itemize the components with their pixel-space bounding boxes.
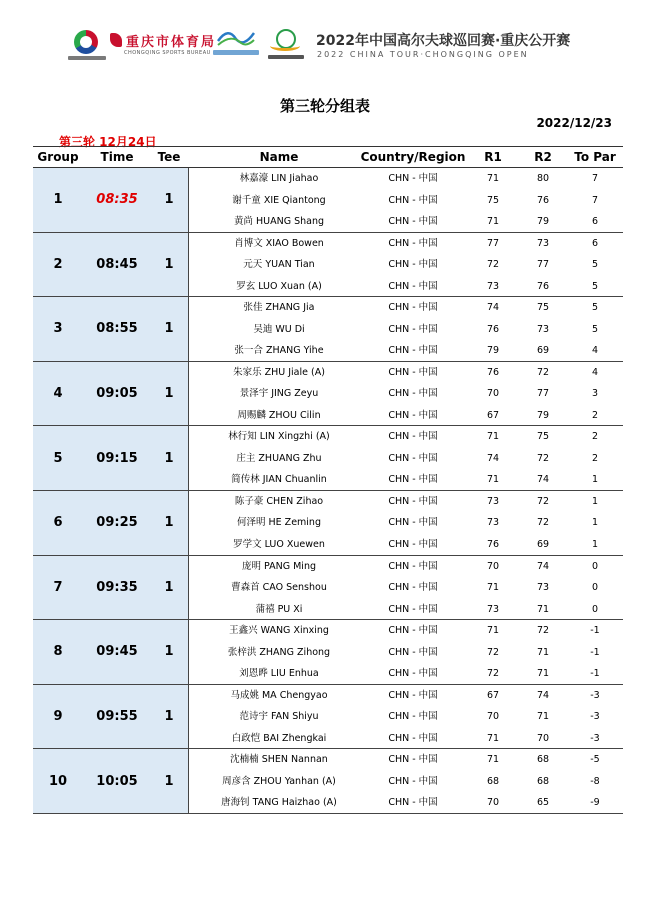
player-to-par: 1 [591, 538, 599, 550]
player-row [189, 620, 623, 642]
player-country: CHN - 中国 [388, 366, 438, 378]
player-r2: 72 [536, 495, 550, 507]
player-r1: 70 [486, 388, 500, 400]
tee-number: 1 [164, 579, 174, 595]
player-name: 谢千童 XIE Qiantong [232, 194, 326, 206]
player-country: CHN - 中国 [388, 452, 438, 464]
player-name: 简传林 JIAN Chuanlin [231, 474, 327, 486]
table-body [33, 168, 623, 814]
player-r2: 76 [536, 280, 550, 292]
china-tour-logo [268, 25, 304, 65]
player-to-par: 4 [591, 345, 599, 357]
player-country: CHN - 中国 [388, 754, 438, 766]
player-row [189, 556, 623, 578]
document-title: 第三轮分组表 [279, 97, 370, 115]
player-country: CHN - 中国 [388, 474, 438, 486]
player-to-par: 6 [591, 216, 599, 227]
event-title: 2022年中国高尔夫球巡回赛·重庆公开赛 [316, 33, 571, 49]
player-r1: 70 [486, 711, 500, 723]
player-row [189, 534, 623, 556]
player-name: 周赐麟 ZHOU Cilin [237, 409, 321, 421]
tee-number: 1 [164, 515, 174, 531]
group-number: 1 [53, 192, 63, 208]
tee-number: 1 [164, 321, 174, 337]
player-name: 刘恩晔 LIU Enhua [239, 668, 319, 680]
player-name: 周彦含 ZHOU Yanhan (A) [222, 775, 336, 787]
player-row [189, 448, 623, 470]
player-r1: 71 [486, 173, 500, 184]
table-header [33, 146, 623, 168]
group-row [33, 749, 623, 814]
player-to-par: 2 [591, 452, 599, 464]
player-country: CHN - 中国 [388, 689, 438, 701]
player-name: 罗玄 LUO Xuan (A) [236, 280, 322, 292]
player-to-par: 5 [591, 323, 599, 335]
tee-time: 08:35 [96, 192, 138, 208]
player-r2: 76 [536, 194, 550, 206]
player-row [189, 276, 623, 298]
player-name: 范诗宇 FAN Shiyu [239, 711, 319, 723]
player-to-par: 1 [591, 517, 599, 529]
player-to-par: 7 [591, 194, 599, 206]
player-r2: 74 [536, 474, 550, 486]
player-name: 林嘉濠 LIN Jiahao [239, 173, 319, 184]
player-r1: 72 [486, 646, 500, 658]
player-name: 罗学文 LUO Xuewen [233, 538, 325, 550]
player-name: 沈楠楠 SHEN Nannan [230, 754, 328, 766]
player-row [189, 728, 623, 750]
player-r2: 68 [536, 754, 550, 766]
player-country: CHN - 中国 [388, 538, 438, 550]
player-row [189, 706, 623, 728]
player-name: 马成姚 MA Chengyao [230, 689, 328, 701]
player-r1: 75 [486, 194, 500, 206]
player-row [189, 233, 623, 255]
player-r2: 68 [536, 775, 550, 787]
player-to-par: -1 [590, 668, 600, 680]
tee-time: 08:55 [96, 321, 138, 337]
player-r2: 73 [536, 323, 550, 335]
document-date: 2022/12/23 [536, 116, 612, 130]
player-to-par: 6 [591, 237, 599, 249]
player-to-par: 3 [591, 388, 599, 400]
col-name: Name [259, 150, 299, 164]
player-r2: 77 [536, 388, 550, 400]
player-r1: 70 [486, 797, 500, 809]
player-row [189, 383, 623, 405]
player-r1: 71 [486, 754, 500, 766]
player-to-par: 0 [591, 582, 599, 594]
player-row [189, 211, 623, 233]
tee-time: 09:55 [96, 709, 138, 725]
player-r2: 79 [536, 216, 550, 227]
group-row [33, 426, 623, 491]
player-to-par: 2 [591, 431, 599, 443]
player-row [189, 405, 623, 427]
player-to-par: 0 [591, 603, 599, 615]
player-to-par: -3 [590, 689, 600, 701]
group-number: 9 [53, 709, 63, 725]
player-r1: 73 [486, 495, 500, 507]
sports-bureau-name-en: CHONGQING SPORTS BUREAU [124, 50, 211, 56]
player-country: CHN - 中国 [388, 216, 438, 227]
player-r1: 76 [486, 538, 500, 550]
group-row [33, 233, 623, 298]
player-name: 陈子豪 CHEN Zihao [234, 495, 324, 507]
player-r2: 73 [536, 237, 550, 249]
group-row [33, 556, 623, 621]
player-row [189, 362, 623, 384]
player-country: CHN - 中国 [388, 732, 438, 744]
player-country: CHN - 中国 [388, 646, 438, 658]
player-row [189, 663, 623, 685]
player-row [189, 685, 623, 707]
player-name: 林行知 LIN Xingzhi (A) [228, 431, 330, 443]
player-r1: 76 [486, 366, 500, 378]
player-country: CHN - 中国 [388, 323, 438, 335]
player-to-par: 5 [591, 280, 599, 292]
player-name: 朱家乐 ZHU Jiale (A) [233, 366, 325, 378]
tee-time: 09:35 [96, 579, 138, 595]
group-number: 4 [53, 386, 63, 402]
player-name: 蒲禧 PU Xi [255, 603, 303, 615]
tee-number: 1 [164, 386, 174, 402]
tee-time: 09:05 [96, 386, 138, 402]
tee-time: 09:45 [96, 644, 138, 660]
player-country: CHN - 中国 [388, 775, 438, 787]
group-number: 3 [53, 321, 63, 337]
group-number: 8 [53, 644, 63, 660]
china-golf-association-logo [68, 30, 106, 62]
player-country: CHN - 中国 [388, 495, 438, 507]
player-r2: 72 [536, 452, 550, 464]
player-r1: 73 [486, 280, 500, 292]
player-country: CHN - 中国 [388, 173, 438, 184]
player-r2: 77 [536, 259, 550, 271]
player-row [189, 599, 623, 621]
player-name: 王鑫兴 WANG Xinxing [229, 625, 329, 637]
col-to-par: To Par [574, 150, 616, 164]
player-name: 黄尚 HUANG Shang [233, 216, 325, 227]
player-r2: 72 [536, 366, 550, 378]
player-row [189, 426, 623, 448]
player-r2: 71 [536, 668, 550, 680]
tee-time: 08:45 [96, 256, 138, 272]
round-label: 第三轮 12月24日 [59, 135, 157, 149]
player-to-par: 1 [591, 495, 599, 507]
player-row [189, 168, 623, 190]
player-name: 白政恺 BAI Zhengkai [231, 732, 327, 744]
player-r1: 74 [486, 302, 500, 314]
group-row [33, 168, 623, 233]
player-row [189, 792, 623, 814]
player-row [189, 254, 623, 276]
player-r1: 71 [486, 474, 500, 486]
player-r2: 79 [536, 409, 550, 421]
tee-time: 10:05 [96, 773, 138, 789]
tee-time: 09:25 [96, 515, 138, 531]
player-country: CHN - 中国 [388, 603, 438, 615]
player-to-par: -5 [590, 754, 600, 766]
player-r2: 73 [536, 582, 550, 594]
tee-number: 1 [164, 450, 174, 466]
pairings-table [33, 146, 623, 814]
player-to-par: 7 [591, 173, 599, 184]
player-to-par: 4 [591, 366, 599, 378]
player-r1: 77 [486, 237, 500, 249]
player-r1: 79 [486, 345, 500, 357]
player-row [189, 491, 623, 513]
col-country: Country/Region [360, 150, 466, 164]
player-row [189, 512, 623, 534]
col-time: Time [100, 150, 134, 164]
group-row [33, 685, 623, 750]
western-science-city-logo [213, 29, 259, 61]
player-r2: 71 [536, 603, 550, 615]
player-name: 庄主 ZHUANG Zhu [236, 452, 322, 464]
player-to-par: 5 [591, 259, 599, 271]
col-tee: Tee [157, 150, 181, 164]
player-row [189, 297, 623, 319]
player-r2: 72 [536, 517, 550, 529]
player-country: CHN - 中国 [388, 388, 438, 400]
player-country: CHN - 中国 [388, 797, 438, 809]
player-country: CHN - 中国 [388, 711, 438, 723]
player-r1: 74 [486, 452, 500, 464]
player-row [189, 340, 623, 362]
chongqing-sports-bureau-logo [110, 31, 217, 63]
player-r1: 70 [486, 560, 500, 572]
event-subtitle: 2022 CHINA TOUR·CHONGQING OPEN [317, 50, 529, 59]
group-row [33, 297, 623, 362]
player-row [189, 749, 623, 771]
player-to-par: -1 [590, 625, 600, 637]
player-to-par: 0 [591, 560, 599, 572]
player-country: CHN - 中国 [388, 345, 438, 357]
player-country: CHN - 中国 [388, 560, 438, 572]
player-country: CHN - 中国 [388, 517, 438, 529]
player-r2: 74 [536, 689, 550, 701]
group-number: 5 [53, 450, 63, 466]
player-to-par: -9 [590, 797, 600, 809]
player-row [189, 319, 623, 341]
player-r1: 76 [486, 323, 500, 335]
group-number: 10 [48, 773, 68, 789]
player-r1: 71 [486, 732, 500, 744]
player-row [189, 469, 623, 491]
player-r1: 68 [486, 775, 500, 787]
player-name: 张梓洪 ZHANG Zihong [227, 646, 331, 658]
col-r1: R1 [484, 150, 502, 164]
player-r1: 72 [486, 259, 500, 271]
player-r2: 80 [536, 173, 550, 184]
player-to-par: -3 [590, 711, 600, 723]
player-r2: 70 [536, 732, 550, 744]
player-name: 肖博文 XIAO Bowen [234, 237, 324, 249]
player-r2: 69 [536, 345, 550, 357]
group-row [33, 620, 623, 685]
player-name: 唐海钊 TANG Haizhao (A) [221, 797, 337, 809]
player-to-par: 1 [591, 474, 599, 486]
player-country: CHN - 中国 [388, 237, 438, 249]
player-r2: 65 [536, 797, 550, 809]
player-r1: 67 [486, 689, 500, 701]
tee-number: 1 [164, 256, 174, 272]
player-r1: 71 [486, 216, 500, 227]
player-country: CHN - 中国 [388, 409, 438, 421]
player-name: 张佳 ZHANG Jia [243, 302, 315, 314]
player-name: 吴迪 WU Di [253, 323, 305, 335]
player-to-par: -8 [590, 775, 600, 787]
player-name: 景泽宇 JING Zeyu [239, 388, 319, 400]
player-country: CHN - 中国 [388, 582, 438, 594]
player-r1: 73 [486, 603, 500, 615]
player-r2: 74 [536, 560, 550, 572]
player-country: CHN - 中国 [388, 194, 438, 206]
player-row [189, 642, 623, 664]
player-row [189, 771, 623, 793]
player-r2: 75 [536, 302, 550, 314]
player-to-par: 5 [591, 302, 599, 314]
sports-bureau-name-cn: 重庆市体育局 [126, 35, 217, 50]
player-to-par: -1 [590, 646, 600, 658]
tee-number: 1 [164, 709, 174, 725]
player-country: CHN - 中国 [388, 625, 438, 637]
player-country: CHN - 中国 [388, 259, 438, 271]
player-r1: 72 [486, 668, 500, 680]
player-name: 庞明 PANG Ming [241, 560, 316, 572]
col-group: Group [37, 150, 79, 164]
player-r2: 75 [536, 431, 550, 443]
player-row [189, 577, 623, 599]
tee-number: 1 [164, 192, 174, 208]
player-r2: 69 [536, 538, 550, 550]
tee-number: 1 [164, 773, 174, 789]
player-r1: 71 [486, 582, 500, 594]
group-row [33, 491, 623, 556]
player-r1: 71 [486, 625, 500, 637]
player-name: 张一合 ZHANG Yihe [234, 345, 324, 357]
tee-number: 1 [164, 644, 174, 660]
player-name: 元天 YUAN Tian [243, 259, 315, 271]
group-number: 7 [53, 579, 63, 595]
player-to-par: -3 [590, 732, 600, 744]
page-header [0, 0, 650, 80]
group-number: 6 [53, 515, 63, 531]
player-country: CHN - 中国 [388, 431, 438, 443]
player-r2: 72 [536, 625, 550, 637]
player-country: CHN - 中国 [388, 668, 438, 680]
player-to-par: 2 [591, 409, 599, 421]
sports-bureau-icon [110, 33, 122, 47]
player-name: 曹森首 CAO Senshou [231, 582, 327, 594]
player-r1: 73 [486, 517, 500, 529]
player-r1: 71 [486, 431, 500, 443]
player-row [189, 190, 623, 212]
player-country: CHN - 中国 [388, 280, 438, 292]
col-r2: R2 [534, 150, 552, 164]
player-name: 何泽明 HE Zeming [237, 517, 321, 529]
player-country: CHN - 中国 [388, 302, 438, 314]
tee-time: 09:15 [96, 450, 138, 466]
player-r2: 71 [536, 646, 550, 658]
player-r1: 67 [486, 409, 500, 421]
group-number: 2 [53, 256, 63, 272]
group-row [33, 362, 623, 427]
player-r2: 71 [536, 711, 550, 723]
